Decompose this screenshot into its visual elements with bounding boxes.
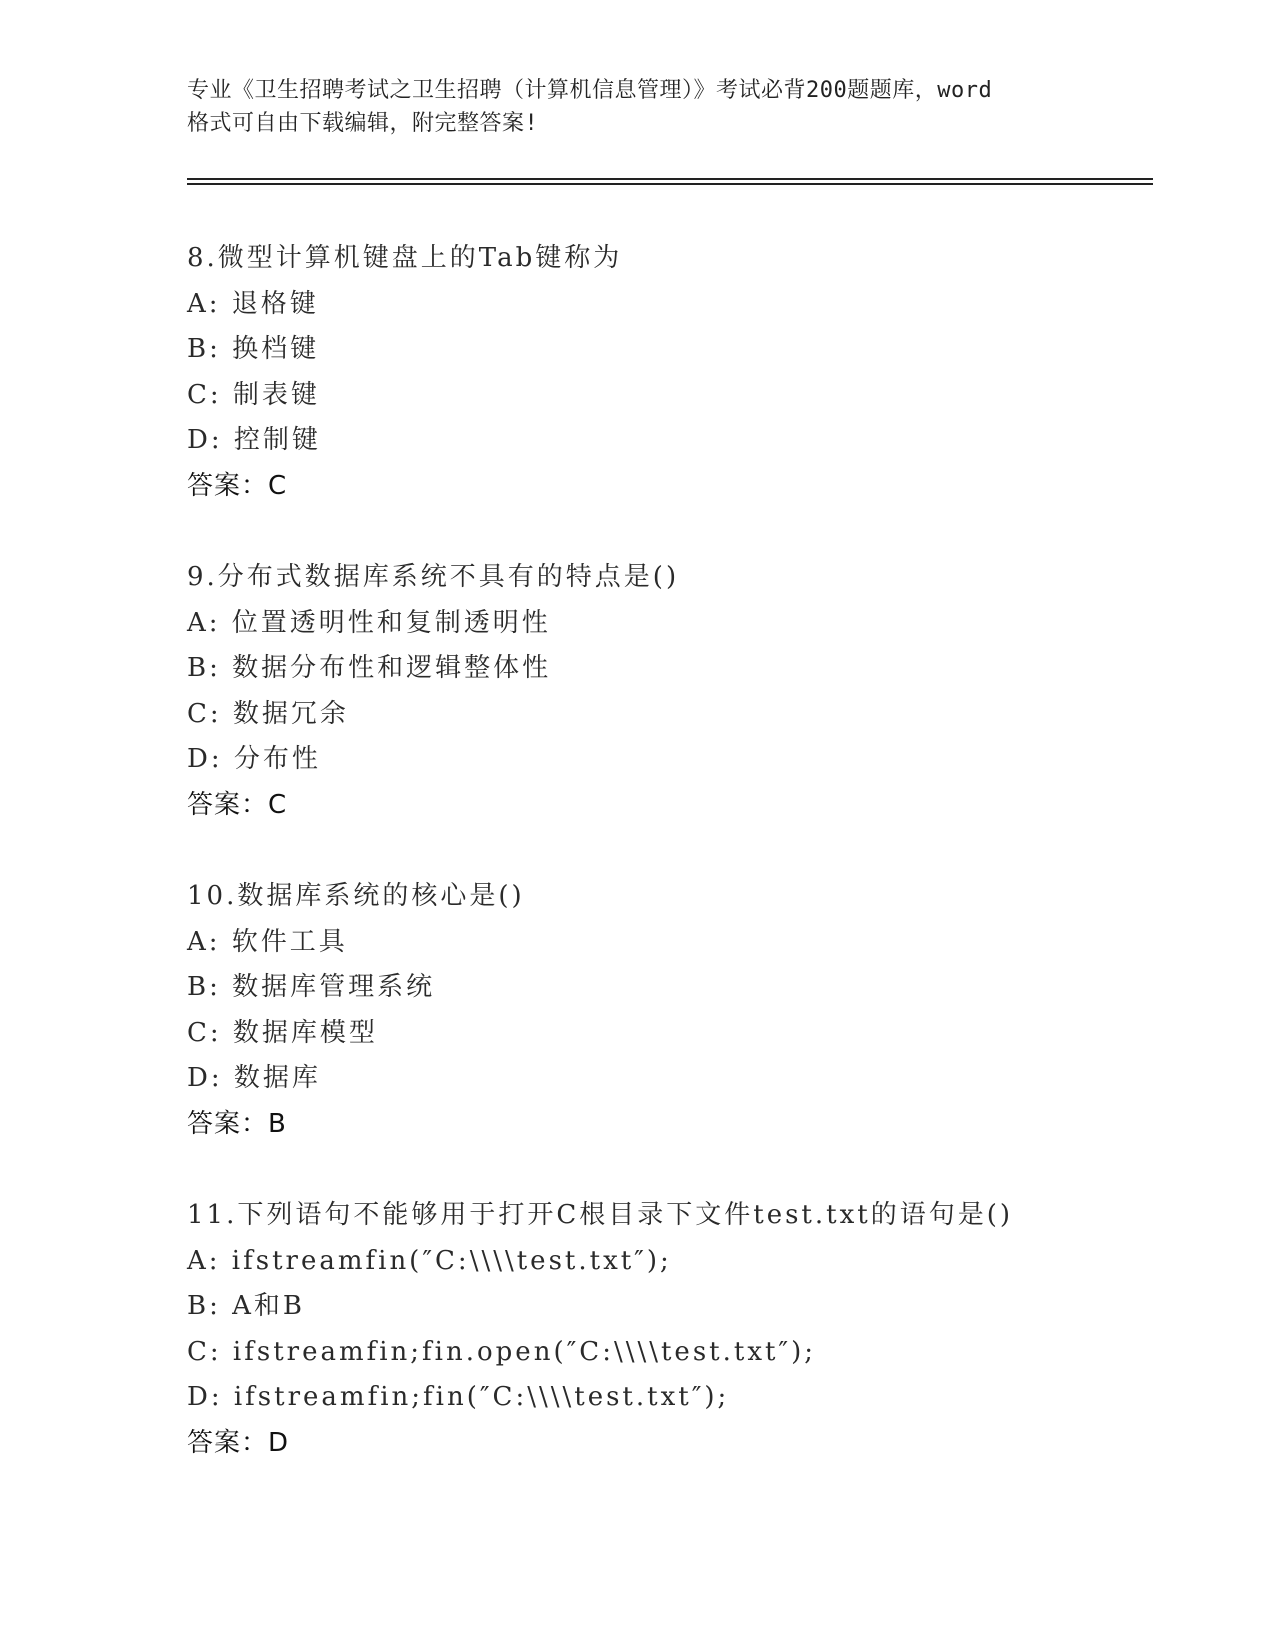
option-b: B: 换档键 [187, 334, 320, 364]
question-9 [187, 555, 1187, 828]
option-d: D: 数据库 [187, 1063, 321, 1093]
option-c: C: 数据冗余 [187, 698, 349, 729]
option-a: A: 位置透明性和复制透明性 [187, 607, 551, 638]
option-c: C: 制表键 [187, 379, 320, 410]
question-10 [187, 874, 1187, 1147]
option-a: A: 退格键 [187, 288, 319, 319]
answer-line: 答案：C [187, 470, 288, 501]
option-c: C: ifstreamfin;fin.open(″C:\\\\test.txt″); [187, 1336, 817, 1367]
question-stem: 10.数据库系统的核心是() [187, 881, 525, 911]
header-divider-top [187, 178, 1153, 180]
header-line-2: 格式可自由下载编辑，附完整答案! [187, 111, 539, 136]
option-d: D: ifstreamfin;fin(″C:\\\\test.txt″); [187, 1382, 730, 1412]
answer-line: 答案：C [187, 789, 288, 820]
question-stem: 11.下列语句不能够用于打开C根目录下文件test.txt的语句是() [187, 1200, 1013, 1230]
header-line-1: 专业《卫生招聘考试之卫生招聘（计算机信息管理）》考试必背200题题库，word [187, 78, 993, 103]
option-a: A: ifstreamfin(″C:\\\\test.txt″); [187, 1245, 672, 1276]
option-d: D: 分布性 [187, 744, 321, 774]
option-b: B: 数据分布性和逻辑整体性 [187, 653, 552, 683]
question-8 [187, 236, 1187, 509]
question-list [187, 236, 1187, 1466]
answer-line: 答案：B [187, 1108, 287, 1139]
header-divider-bottom [187, 183, 1153, 185]
question-stem: 8.微型计算机键盘上的Tab键称为 [187, 243, 623, 273]
option-a: A: 软件工具 [187, 926, 348, 957]
option-b: B: A和B [187, 1291, 306, 1321]
question-spacer [187, 1147, 1187, 1193]
question-stem: 9.分布式数据库系统不具有的特点是() [187, 562, 680, 592]
document-header [187, 74, 1087, 140]
answer-line: 答案：D [187, 1427, 290, 1458]
question-11 [187, 1193, 1187, 1466]
option-d: D: 控制键 [187, 425, 321, 455]
option-b: B: 数据库管理系统 [187, 972, 436, 1002]
option-c: C: 数据库模型 [187, 1017, 378, 1048]
question-spacer [187, 828, 1187, 874]
question-spacer [187, 509, 1187, 555]
